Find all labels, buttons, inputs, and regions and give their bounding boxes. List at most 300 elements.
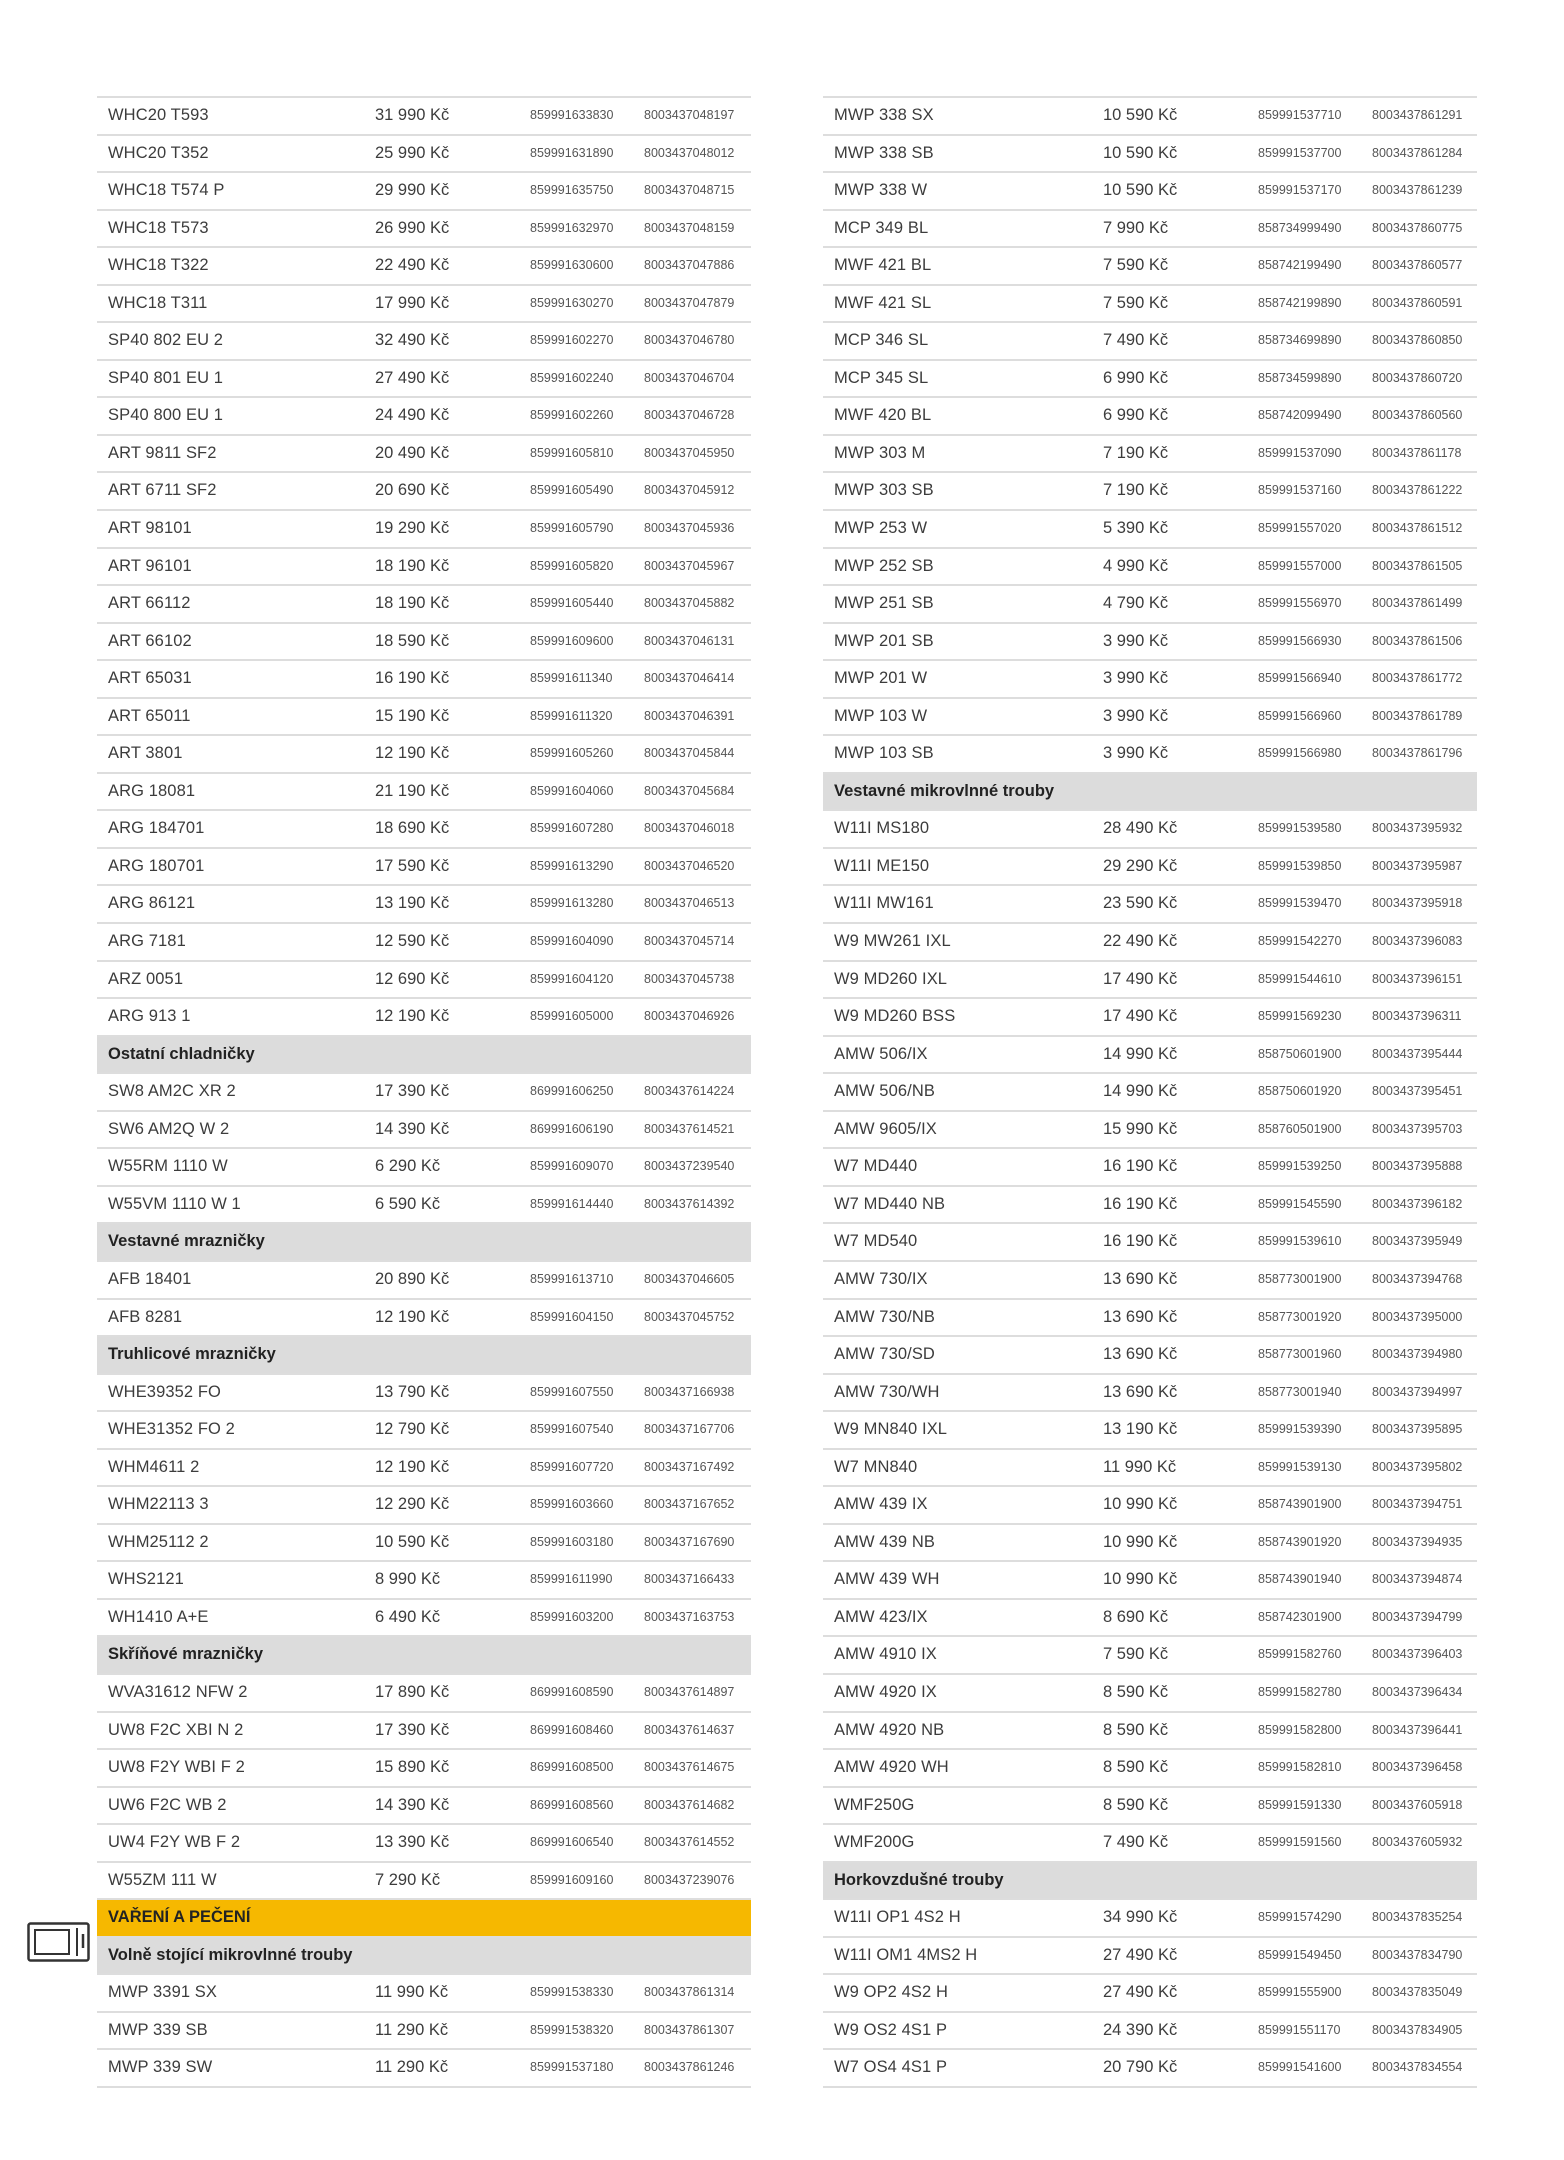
product-code: 8003437046926 (644, 1009, 735, 1024)
product-price: 8 590 Kč (1103, 1795, 1169, 1814)
product-name: W9 MW261 IXL (834, 932, 951, 951)
product-price: 16 190 Kč (375, 669, 450, 688)
table-row (97, 1072, 751, 1110)
product-price: 27 490 Kč (1103, 1983, 1178, 2002)
product-name: AMW 9605/IX (834, 1119, 937, 1138)
ean-code: 859991607720 (530, 1459, 614, 1474)
ean-code: 869991606250 (530, 1084, 614, 1099)
ean-code: 859991539850 (1258, 858, 1342, 873)
product-name: AMW 4920 NB (834, 1720, 945, 1739)
product-price: 26 990 Kč (375, 218, 450, 237)
product-code: 8003437396151 (1372, 971, 1463, 986)
product-code: 8003437045714 (644, 934, 735, 949)
table-row (823, 1373, 1477, 1411)
table-row (97, 884, 751, 922)
ean-code: 859991539470 (1258, 896, 1342, 911)
product-price: 10 990 Kč (1103, 1495, 1178, 1514)
product-code: 8003437046414 (644, 671, 735, 686)
product-name: WHM25112 2 (108, 1532, 209, 1551)
ean-code: 859991607550 (530, 1384, 614, 1399)
table-row (823, 246, 1477, 284)
product-code: 8003437860591 (1372, 295, 1463, 310)
table-row (97, 1711, 751, 1749)
table-row (823, 922, 1477, 960)
table-row (97, 1523, 751, 1561)
table-row (823, 1072, 1477, 1110)
table-row (97, 922, 751, 960)
table-row (97, 1786, 751, 1824)
product-name: UW8 F2Y WBI F 2 (108, 1758, 245, 1777)
table-bottom-rule (97, 2086, 751, 2088)
ean-code: 859991611320 (530, 708, 613, 723)
ean-code: 858734599890 (1258, 370, 1342, 385)
product-name: AMW 439 IX (834, 1495, 928, 1514)
product-price: 8 590 Kč (1103, 1758, 1169, 1777)
product-price: 12 190 Kč (375, 744, 450, 763)
product-price: 7 990 Kč (1103, 218, 1169, 237)
product-price: 3 990 Kč (1103, 706, 1169, 725)
product-price: 14 390 Kč (375, 1119, 450, 1138)
product-name: AMW 730/WH (834, 1382, 940, 1401)
ean-code: 859991603200 (530, 1609, 614, 1624)
ean-code: 858742099490 (1258, 408, 1342, 423)
product-name: MWP 201 SB (834, 631, 934, 650)
product-price: 5 390 Kč (1103, 519, 1169, 538)
ean-code: 859991582810 (1258, 1760, 1342, 1775)
product-code: 8003437861291 (1372, 108, 1463, 122)
product-name: AFB 8281 (108, 1307, 183, 1326)
product-code: 8003437394874 (1372, 1572, 1463, 1587)
category-header-ostatni-chladnicky (97, 1035, 751, 1073)
table-row (97, 2011, 751, 2049)
product-code: 8003437605918 (1372, 1797, 1463, 1812)
product-price: 16 190 Kč (1103, 1232, 1178, 1251)
product-code: 8003437861246 (644, 2060, 735, 2075)
table-row (97, 734, 751, 772)
product-price: 14 390 Kč (375, 1795, 450, 1814)
table-row (97, 1298, 751, 1336)
product-price: 15 890 Kč (375, 1758, 450, 1777)
product-code: 8003437048159 (644, 220, 735, 235)
ean-code: 859991537090 (1258, 445, 1342, 460)
product-name: ART 65011 (108, 706, 191, 725)
product-price: 12 590 Kč (375, 932, 450, 951)
table-row (97, 547, 751, 585)
product-name: W7 MN840 (834, 1457, 918, 1476)
ean-code: 859991602240 (530, 370, 614, 385)
ean-code: 859991539610 (1258, 1234, 1342, 1249)
table-bottom-rule (823, 2086, 1477, 2088)
table-row (823, 1035, 1477, 1073)
ean-code: 859991604060 (530, 783, 614, 798)
product-code: 8003437394980 (1372, 1347, 1463, 1362)
table-row (97, 847, 751, 885)
product-price: 12 190 Kč (375, 1307, 450, 1326)
table-row (823, 1635, 1477, 1673)
product-name: MWP 338 SX (834, 106, 934, 124)
product-name: MCP 349 BL (834, 218, 929, 237)
product-code: 8003437239540 (644, 1159, 735, 1174)
product-price: 10 590 Kč (1103, 106, 1178, 124)
product-price: 11 290 Kč (375, 2020, 449, 2039)
product-name: W11I MW161 (834, 894, 934, 913)
product-code: 8003437166433 (644, 1572, 735, 1587)
table-row (97, 246, 751, 284)
table-row (823, 284, 1477, 322)
table-row (823, 1448, 1477, 1486)
product-code: 8003437045967 (644, 558, 735, 573)
product-code: 8003437046780 (644, 333, 735, 348)
table-row (823, 396, 1477, 434)
product-code: 8003437861789 (1372, 708, 1463, 723)
product-code: 8003437860775 (1372, 220, 1463, 235)
product-code: 8003437614682 (644, 1797, 735, 1812)
product-price: 11 990 Kč (375, 1983, 449, 2002)
ean-code: 859991605490 (530, 483, 614, 498)
table-row (823, 659, 1477, 697)
product-code: 8003437861512 (1372, 521, 1463, 536)
product-name: AMW 4910 IX (834, 1645, 937, 1664)
product-price: 6 290 Kč (375, 1157, 441, 1176)
ean-code: 859991591560 (1258, 1835, 1342, 1850)
product-price: 7 590 Kč (1103, 1645, 1169, 1664)
product-name: ART 66112 (108, 594, 191, 613)
product-code: 8003437614224 (644, 1084, 735, 1099)
product-price: 34 990 Kč (1103, 1908, 1178, 1927)
product-code: 8003437395000 (1372, 1309, 1463, 1324)
product-price: 18 690 Kč (375, 819, 450, 838)
product-code: 8003437861307 (644, 2022, 735, 2037)
product-code: 8003437163753 (644, 1609, 735, 1624)
product-name: UW8 F2C XBI N 2 (108, 1720, 244, 1739)
product-price: 6 990 Kč (1103, 406, 1169, 425)
product-price: 13 390 Kč (375, 1833, 450, 1852)
product-name: WHC18 T574 P (108, 181, 225, 200)
table-row (823, 1260, 1477, 1298)
product-price: 20 690 Kč (375, 481, 450, 500)
product-code: 8003437046704 (644, 370, 735, 385)
product-code: 8003437394935 (1372, 1534, 1463, 1549)
table-row (97, 359, 751, 397)
product-code: 8003437166938 (644, 1384, 735, 1399)
product-price: 11 290 Kč (375, 2058, 449, 2077)
ean-code: 858773001940 (1258, 1384, 1342, 1399)
table-row (97, 1260, 751, 1298)
product-code: 8003437045950 (644, 445, 735, 460)
product-code: 8003437167690 (644, 1534, 735, 1549)
product-price: 4 990 Kč (1103, 556, 1169, 575)
product-price: 31 990 Kč (375, 106, 450, 124)
product-code: 8003437045882 (644, 596, 735, 611)
table-row (823, 1898, 1477, 1936)
table-row (97, 997, 751, 1035)
price-list-left-column (97, 96, 751, 2088)
product-name: WHC18 T311 (108, 293, 208, 312)
table-row (823, 847, 1477, 885)
product-price: 20 790 Kč (1103, 2058, 1178, 2077)
table-row (823, 1936, 1477, 1974)
ean-code: 858773001920 (1258, 1309, 1342, 1324)
product-code: 8003437860720 (1372, 370, 1463, 385)
product-name: AMW 423/IX (834, 1607, 928, 1626)
product-code: 8003437861222 (1372, 483, 1463, 498)
category-title: Skříňové mrazničky (108, 1645, 263, 1664)
product-code: 8003437046520 (644, 858, 735, 873)
product-name: WHC20 T352 (108, 143, 209, 162)
product-price: 17 890 Kč (375, 1682, 450, 1701)
product-name: WHC18 T573 (108, 218, 209, 237)
product-code: 8003437046018 (644, 821, 735, 836)
table-row (823, 584, 1477, 622)
product-price: 7 490 Kč (1103, 1833, 1169, 1852)
table-row (823, 697, 1477, 735)
category-header-vestavne-mraznicky (97, 1222, 751, 1260)
ean-code: 859991582780 (1258, 1684, 1342, 1699)
product-price: 13 790 Kč (375, 1382, 450, 1401)
microwave-icon (27, 1922, 90, 1962)
ean-code: 859991541600 (1258, 2060, 1342, 2075)
product-code: 8003437048197 (644, 108, 735, 122)
ean-code: 859991549450 (1258, 1947, 1342, 1962)
product-name: W9 MD260 BSS (834, 1007, 956, 1026)
category-title: Truhlicové mrazničky (108, 1345, 276, 1364)
product-price: 18 190 Kč (375, 594, 450, 613)
product-name: WH1410 A+E (108, 1607, 209, 1626)
product-name: W11I OP1 4S2 H (834, 1908, 961, 1927)
ean-code: 859991609070 (530, 1159, 614, 1174)
ean-code: 859991542270 (1258, 934, 1342, 949)
ean-code: 859991539580 (1258, 821, 1342, 836)
product-code: 8003437395895 (1372, 1422, 1463, 1437)
product-price: 29 290 Kč (1103, 856, 1178, 875)
product-price: 7 490 Kč (1103, 331, 1169, 350)
table-row (823, 809, 1477, 847)
ean-code: 859991603180 (530, 1534, 614, 1549)
product-code: 8003437614552 (644, 1835, 735, 1850)
table-row (97, 1673, 751, 1711)
product-code: 8003437396458 (1372, 1760, 1463, 1775)
product-name: W11I MS180 (834, 819, 930, 838)
ean-code: 859991605810 (530, 445, 614, 460)
ean-code: 869991608590 (530, 1684, 614, 1699)
ean-code: 859991537170 (1258, 183, 1342, 198)
ean-code: 858773001900 (1258, 1271, 1342, 1286)
ean-code: 858743901900 (1258, 1497, 1342, 1512)
table-row (823, 321, 1477, 359)
product-name: MWP 251 SB (834, 594, 934, 613)
product-price: 7 190 Kč (1103, 443, 1169, 462)
product-code: 8003437861314 (644, 1985, 735, 2000)
product-price: 14 990 Kč (1103, 1044, 1178, 1063)
product-price: 18 590 Kč (375, 631, 450, 650)
product-code: 8003437861499 (1372, 596, 1463, 611)
product-price: 3 990 Kč (1103, 669, 1169, 688)
table-row (823, 471, 1477, 509)
product-name: MWP 253 W (834, 519, 928, 538)
product-price: 7 290 Kč (375, 1870, 441, 1889)
ean-code: 859991556970 (1258, 596, 1342, 611)
ean-code: 859991611340 (530, 671, 613, 686)
product-code: 8003437614392 (644, 1196, 735, 1211)
product-name: W7 OS4 4S1 P (834, 2058, 948, 2077)
product-price: 10 590 Kč (1103, 181, 1178, 200)
ean-code: 859991632970 (530, 220, 614, 235)
product-code: 8003437046605 (644, 1271, 735, 1286)
ean-code: 859991631890 (530, 145, 614, 160)
product-name: ART 9811 SF2 (108, 443, 217, 462)
table-row (97, 471, 751, 509)
product-price: 10 590 Kč (375, 1532, 450, 1551)
ean-code: 869991608500 (530, 1760, 614, 1775)
product-code: 8003437167706 (644, 1422, 735, 1437)
product-name: WVA31612 NFW 2 (108, 1682, 248, 1701)
table-row (97, 960, 751, 998)
product-price: 10 990 Kč (1103, 1532, 1178, 1551)
product-price: 20 890 Kč (375, 1269, 450, 1288)
product-name: W7 MD540 (834, 1232, 918, 1251)
product-code: 8003437045844 (644, 746, 735, 761)
product-name: AMW 4920 IX (834, 1682, 937, 1701)
ean-code: 859991611990 (530, 1572, 613, 1587)
product-name: WHE31352 FO 2 (108, 1420, 235, 1439)
product-code: 8003437045684 (644, 783, 735, 798)
product-code: 8003437167492 (644, 1459, 735, 1474)
category-title: Vestavné mrazničky (108, 1232, 265, 1251)
product-price: 8 690 Kč (1103, 1607, 1169, 1626)
product-price: 10 590 Kč (1103, 143, 1178, 162)
product-code: 8003437834905 (1372, 2022, 1463, 2037)
product-code: 8003437395444 (1372, 1046, 1463, 1061)
product-price: 12 190 Kč (375, 1007, 450, 1026)
product-name: MCP 345 SL (834, 368, 929, 387)
table-row (97, 1823, 751, 1861)
product-price: 15 190 Kč (375, 706, 450, 725)
table-row (823, 1485, 1477, 1523)
product-name: UW4 F2Y WB F 2 (108, 1833, 241, 1852)
product-name: W7 MD440 (834, 1157, 918, 1176)
ean-code: 859991557020 (1258, 521, 1342, 536)
product-price: 17 390 Kč (375, 1082, 450, 1101)
ean-code: 859991604090 (530, 934, 614, 949)
product-code: 8003437614521 (644, 1121, 735, 1136)
product-name: MCP 346 SL (834, 331, 929, 350)
product-name: MWP 3391 SX (108, 1983, 218, 2002)
ean-code: 858742301900 (1258, 1609, 1342, 1624)
product-name: W9 OS2 4S1 P (834, 2020, 948, 2039)
product-price: 8 990 Kč (375, 1570, 441, 1589)
ean-code: 859991633830 (530, 108, 614, 122)
ean-code: 869991606540 (530, 1835, 614, 1850)
product-price: 27 490 Kč (375, 368, 450, 387)
category-header-truhlicove-mraznicky (97, 1335, 751, 1373)
table-row (823, 96, 1477, 134)
product-code: 8003437396441 (1372, 1722, 1463, 1737)
ean-code: 859991537700 (1258, 145, 1342, 160)
ean-code: 869991608560 (530, 1797, 614, 1812)
product-name: MWF 421 BL (834, 256, 932, 275)
product-code: 8003437395918 (1372, 896, 1463, 911)
product-name: MWP 303 M (834, 443, 926, 462)
product-name: W55RM 1110 W (108, 1157, 228, 1176)
product-code: 8003437861506 (1372, 633, 1463, 648)
product-price: 16 190 Kč (1103, 1157, 1178, 1176)
product-price: 7 590 Kč (1103, 256, 1169, 275)
ean-code: 859991607280 (530, 821, 614, 836)
category-title: Horkovzdušné trouby (834, 1870, 1004, 1889)
product-name: AFB 18401 (108, 1269, 192, 1288)
category-title: Vestavné mikrovlnné trouby (834, 781, 1055, 800)
table-row (823, 359, 1477, 397)
table-row (97, 2048, 751, 2086)
product-code: 8003437046391 (644, 708, 735, 723)
ean-code: 859991582760 (1258, 1647, 1342, 1662)
product-name: MWF 421 SL (834, 293, 932, 312)
product-name: MWP 103 SB (834, 744, 934, 763)
table-row (823, 1973, 1477, 2011)
product-name: SP40 801 EU 1 (108, 368, 224, 387)
ean-code: 859991613280 (530, 896, 614, 911)
product-price: 6 990 Kč (1103, 368, 1169, 387)
ean-code: 859991607540 (530, 1422, 614, 1437)
product-name: AMW 730/NB (834, 1307, 935, 1326)
table-row (823, 1786, 1477, 1824)
table-row (823, 1823, 1477, 1861)
ean-code: 858743901920 (1258, 1534, 1342, 1549)
product-price: 20 490 Kč (375, 443, 450, 462)
table-row (97, 171, 751, 209)
table-row (823, 434, 1477, 472)
ean-code: 859991605820 (530, 558, 614, 573)
product-name: AMW 506/IX (834, 1044, 928, 1063)
product-name: ARG 18081 (108, 781, 196, 800)
product-name: AMW 730/IX (834, 1269, 928, 1288)
ean-code: 859991555900 (1258, 1985, 1342, 2000)
product-price: 7 590 Kč (1103, 293, 1169, 312)
ean-code: 859991630600 (530, 258, 614, 273)
table-row (97, 809, 751, 847)
product-price: 10 990 Kč (1103, 1570, 1178, 1589)
ean-code: 859991603660 (530, 1497, 614, 1512)
product-code: 8003437396083 (1372, 934, 1463, 949)
product-code: 8003437395451 (1372, 1084, 1463, 1099)
product-name: SP40 802 EU 2 (108, 331, 224, 350)
product-name: MWP 103 W (834, 706, 928, 725)
table-row (823, 1335, 1477, 1373)
ean-code: 859991613710 (530, 1271, 614, 1286)
ean-code: 859991635750 (530, 183, 614, 198)
ean-code: 859991538330 (530, 1985, 614, 2000)
product-name: MWP 339 SW (108, 2058, 213, 2077)
category-title: Ostatní chladničky (108, 1044, 255, 1063)
ean-code: 858742199890 (1258, 295, 1342, 310)
ean-code: 859991605440 (530, 596, 614, 611)
product-code: 8003437861796 (1372, 746, 1463, 761)
table-row (823, 884, 1477, 922)
ean-code: 869991606190 (530, 1121, 614, 1136)
product-name: ARG 86121 (108, 894, 196, 913)
ean-code: 859991605260 (530, 746, 614, 761)
section-title: VAŘENÍ A PEČENÍ (108, 1908, 251, 1927)
product-price: 19 290 Kč (375, 519, 450, 538)
ean-code: 858742199490 (1258, 258, 1342, 273)
product-name: MWF 420 BL (834, 406, 932, 425)
table-row (97, 1448, 751, 1486)
product-code: 8003437614675 (644, 1760, 735, 1775)
ean-code: 858750601900 (1258, 1046, 1342, 1061)
ean-code: 859991539130 (1258, 1459, 1342, 1474)
table-row (97, 284, 751, 322)
product-code: 8003437394751 (1372, 1497, 1463, 1512)
